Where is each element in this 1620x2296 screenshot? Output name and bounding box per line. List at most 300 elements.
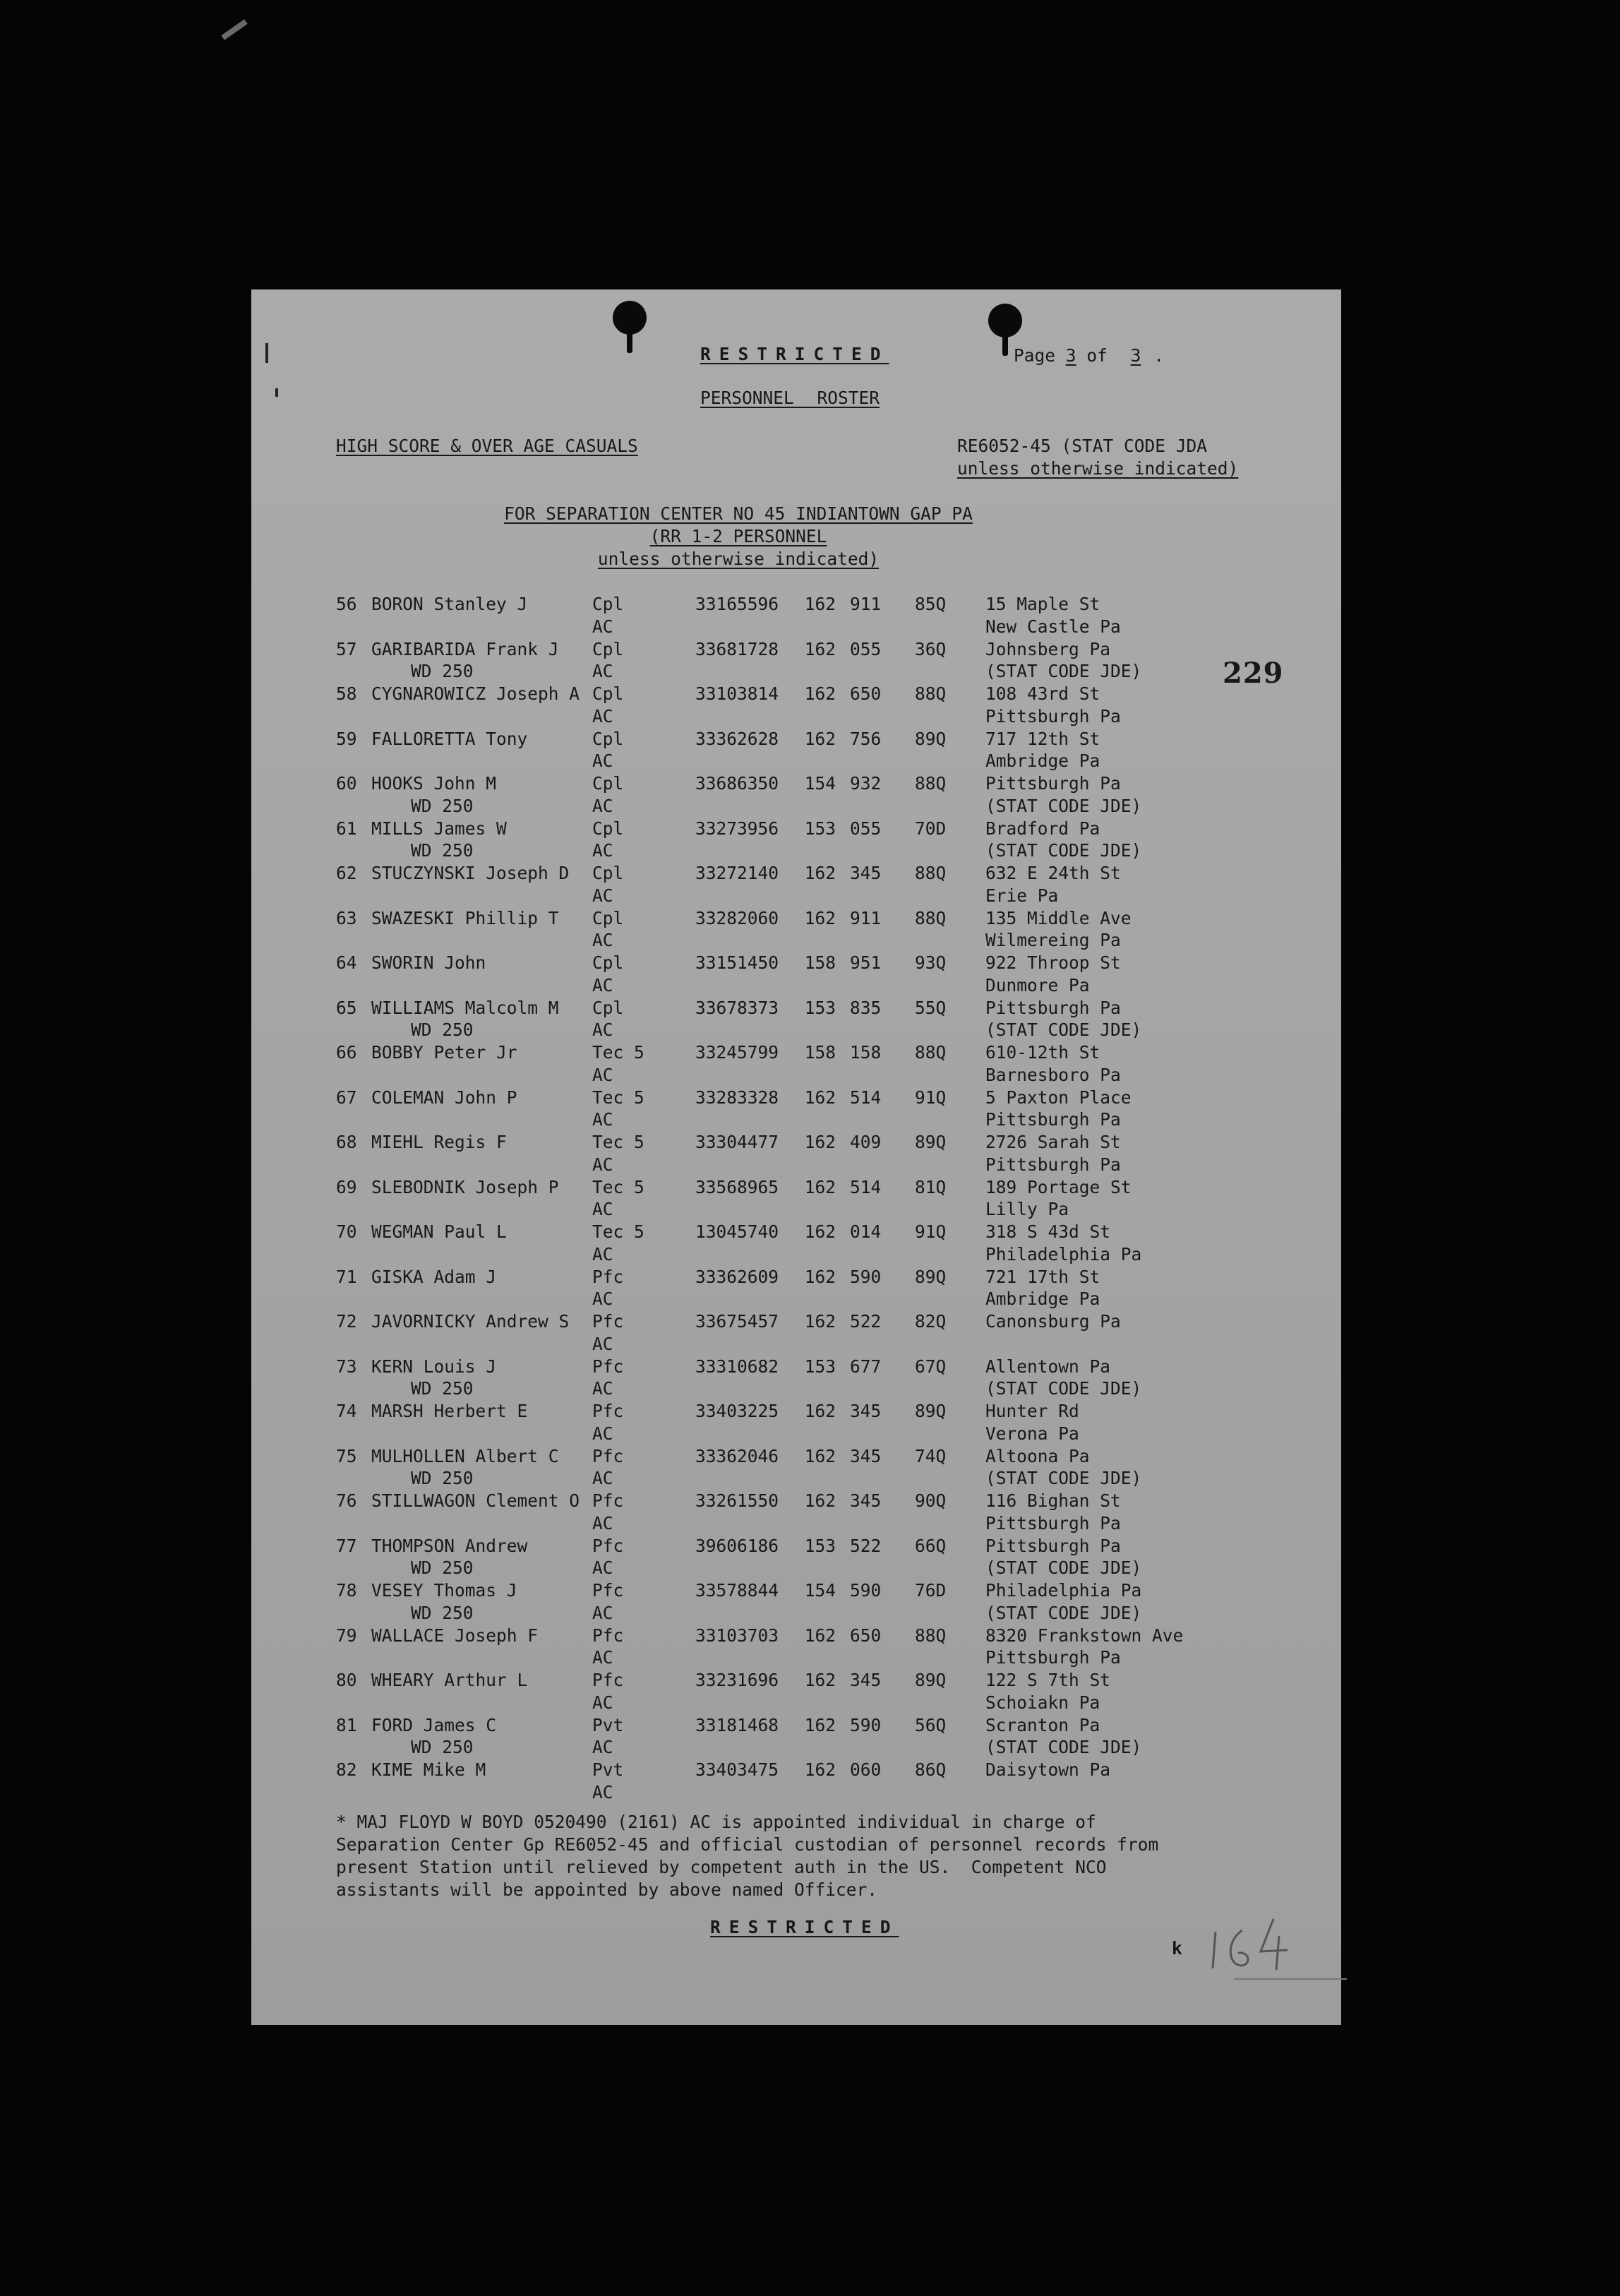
- rank: Cpl: [592, 818, 624, 839]
- code-a: 162: [804, 638, 836, 659]
- serial-number: 33678373: [695, 997, 779, 1018]
- code-b: 911: [850, 907, 882, 928]
- address-line-2: Ambridge Pa: [985, 751, 1100, 772]
- serial-number: 33403225: [695, 1401, 779, 1421]
- rank: Cpl: [592, 594, 624, 614]
- address-line-2: Philadelphia Pa: [985, 1243, 1142, 1264]
- address-line-2: (STAT CODE JDE): [985, 1020, 1142, 1041]
- code-a: 162: [804, 683, 836, 704]
- soldier-name: WHEARY Arthur L: [371, 1670, 528, 1690]
- row-number: 65: [336, 997, 357, 1018]
- code-a: 162: [804, 1132, 836, 1152]
- branch: AC: [592, 1781, 613, 1802]
- rank: Cpl: [592, 638, 624, 659]
- score-code: 88Q: [915, 1625, 947, 1646]
- soldier-name: HOOKS John M: [371, 773, 497, 794]
- address-line-1: 5 Paxton Place: [985, 1087, 1132, 1108]
- footnote-line: assistants will be appointed by above named Officer.: [336, 1879, 878, 1900]
- address-line-1: Pittsburgh Pa: [985, 997, 1121, 1018]
- address-line-1: Bradford Pa: [985, 818, 1100, 839]
- code-a: 162: [804, 1266, 836, 1287]
- score-code: 81Q: [915, 1176, 947, 1197]
- edge-mark: [275, 388, 278, 397]
- page-indicator: Page 3 of 3 .: [1014, 345, 1165, 366]
- code-b: 345: [850, 863, 882, 883]
- stat-code-note: unless otherwise indicated): [957, 458, 1239, 479]
- rr-personnel-line: (RR 1-2 PERSONNEL: [649, 526, 827, 546]
- soldier-name: SLEBODNIK Joseph P: [371, 1176, 559, 1197]
- page-of-label: of: [1086, 345, 1108, 366]
- row-number: 57: [336, 638, 357, 659]
- serial-number: 33362609: [695, 1266, 779, 1287]
- score-code: 93Q: [915, 952, 947, 973]
- score-code: 55Q: [915, 997, 947, 1018]
- address-line-1: Pittsburgh Pa: [985, 773, 1121, 794]
- row-number: 71: [336, 1266, 357, 1287]
- wd-note: WD 250: [411, 1378, 474, 1399]
- score-code: 76D: [915, 1580, 947, 1601]
- address-line-2: New Castle Pa: [985, 616, 1121, 637]
- code-a: 162: [804, 1401, 836, 1421]
- serial-number: 33362628: [695, 728, 779, 749]
- rr-personnel-note: unless otherwise indicated): [597, 549, 880, 569]
- score-code: 66Q: [915, 1535, 947, 1556]
- address-line-2: Pittsburgh Pa: [985, 1154, 1121, 1175]
- address-line-2: Wilmereing Pa: [985, 930, 1121, 951]
- footnote: [336, 1811, 1296, 1901]
- score-code: 89Q: [915, 1670, 947, 1690]
- code-a: 162: [804, 1445, 836, 1466]
- row-number: 72: [336, 1311, 357, 1332]
- branch: AC: [592, 1109, 613, 1130]
- soldier-name: MARSH Herbert E: [371, 1401, 528, 1421]
- address-line-1: 922 Throop St: [985, 952, 1121, 973]
- soldier-name: FALLORETTA Tony: [371, 728, 528, 749]
- row-number: 75: [336, 1445, 357, 1466]
- address-line-1: Allentown Pa: [985, 1356, 1111, 1377]
- score-code: 82Q: [915, 1311, 947, 1332]
- serial-number: 33675457: [695, 1311, 779, 1332]
- footer-mark: k: [1172, 1938, 1182, 1959]
- code-a: 162: [804, 728, 836, 749]
- score-code: 85Q: [915, 594, 947, 614]
- score-code: 86Q: [915, 1759, 947, 1780]
- soldier-name: FORD James C: [371, 1714, 497, 1735]
- punch-hole-right: [988, 304, 1022, 337]
- branch: AC: [592, 840, 613, 861]
- row-number: 66: [336, 1042, 357, 1063]
- code-b: 055: [850, 638, 882, 659]
- wd-note: WD 250: [411, 795, 474, 816]
- address-line-2: Verona Pa: [985, 1423, 1079, 1444]
- branch: AC: [592, 1602, 613, 1623]
- footnote-line: Separation Center Gp RE6052-45 and official custodian of personnel records from: [336, 1834, 1159, 1855]
- punch-hole-left: [613, 301, 647, 335]
- rank: Pfc: [592, 1580, 624, 1601]
- code-b: 590: [850, 1580, 882, 1601]
- serial-number: 33273956: [695, 818, 779, 839]
- code-a: 154: [804, 1580, 836, 1601]
- soldier-name: GISKA Adam J: [371, 1266, 497, 1287]
- soldier-name: VESEY Thomas J: [371, 1580, 517, 1601]
- rank: Cpl: [592, 997, 624, 1018]
- address-line-1: Johnsberg Pa: [985, 638, 1111, 659]
- separation-center-heading: FOR SEPARATION CENTER NO 45 INDIANTOWN GAP PA: [504, 503, 973, 524]
- code-a: 162: [804, 1670, 836, 1690]
- rank: Pfc: [592, 1490, 624, 1511]
- score-code: 74Q: [915, 1445, 947, 1466]
- branch: AC: [592, 795, 613, 816]
- row-number: 77: [336, 1535, 357, 1556]
- score-code: 36Q: [915, 638, 947, 659]
- serial-number: 39606186: [695, 1535, 779, 1556]
- document-page: [251, 289, 1341, 2025]
- code-a: 162: [804, 863, 836, 883]
- page-stamp-number: 229: [1223, 657, 1284, 690]
- address-line-1: Scranton Pa: [985, 1714, 1100, 1735]
- code-a: 153: [804, 997, 836, 1018]
- address-line-1: 116 Bighan St: [985, 1490, 1121, 1511]
- code-a: 162: [804, 1759, 836, 1780]
- rank: Tec 5: [592, 1176, 644, 1197]
- address-line-1: 15 Maple St: [985, 594, 1100, 614]
- row-number: 59: [336, 728, 357, 749]
- serial-number: 33282060: [695, 907, 779, 928]
- row-number: 74: [336, 1401, 357, 1421]
- address-line-1: 318 S 43d St: [985, 1221, 1111, 1242]
- wd-note: WD 250: [411, 1468, 474, 1489]
- rank: Pvt: [592, 1714, 624, 1735]
- address-line-1: Philadelphia Pa: [985, 1580, 1142, 1601]
- code-a: 158: [804, 1042, 836, 1063]
- address-line-2: (STAT CODE JDE): [985, 840, 1142, 861]
- row-number: 67: [336, 1087, 357, 1108]
- code-a: 162: [804, 1221, 836, 1242]
- address-line-1: 135 Middle Ave: [985, 907, 1132, 928]
- serial-number: 13045740: [695, 1221, 779, 1242]
- restricted-footer: RESTRICTED: [710, 1917, 899, 1937]
- address-line-1: Canonsburg Pa: [985, 1311, 1121, 1332]
- score-code: 89Q: [915, 1132, 947, 1152]
- row-number: 73: [336, 1356, 357, 1377]
- address-line-1: 721 17th St: [985, 1266, 1100, 1287]
- address-line-1: 632 E 24th St: [985, 863, 1121, 883]
- serial-number: 33578844: [695, 1580, 779, 1601]
- address-line-2: (STAT CODE JDE): [985, 1737, 1142, 1758]
- code-b: 345: [850, 1401, 882, 1421]
- rank: Pfc: [592, 1266, 624, 1287]
- serial-number: 33681728: [695, 638, 779, 659]
- code-b: 345: [850, 1490, 882, 1511]
- address-line-2: (STAT CODE JDE): [985, 1378, 1142, 1399]
- address-line-2: (STAT CODE JDE): [985, 795, 1142, 816]
- serial-number: 33686350: [695, 773, 779, 794]
- rank: Pfc: [592, 1401, 624, 1421]
- rank: Tec 5: [592, 1042, 644, 1063]
- page-number: 3: [1065, 345, 1076, 366]
- serial-number: 33362046: [695, 1445, 779, 1466]
- code-b: 514: [850, 1087, 882, 1108]
- stat-code-line: RE6052-45 (STAT CODE JDA: [957, 436, 1208, 456]
- rank: Cpl: [592, 952, 624, 973]
- score-code: 89Q: [915, 728, 947, 749]
- code-b: 522: [850, 1311, 882, 1332]
- row-number: 63: [336, 907, 357, 928]
- code-b: 345: [850, 1670, 882, 1690]
- high-score-title: HIGH SCORE & OVER AGE CASUALS: [336, 436, 638, 456]
- branch: AC: [592, 1512, 613, 1533]
- soldier-name: STUCZYNSKI Joseph D: [371, 863, 570, 883]
- branch: AC: [592, 1243, 613, 1264]
- row-number: 82: [336, 1759, 357, 1780]
- branch: AC: [592, 661, 613, 682]
- footnote-line: present Station until relieved by competent auth in the US. Competent NCO: [336, 1857, 1107, 1877]
- soldier-name: MILLS James W: [371, 818, 507, 839]
- code-b: 835: [850, 997, 882, 1018]
- score-code: 56Q: [915, 1714, 947, 1735]
- score-code: 88Q: [915, 1042, 947, 1063]
- code-b: 409: [850, 1132, 882, 1152]
- wd-note: WD 250: [411, 661, 474, 682]
- rank: Pfc: [592, 1311, 624, 1332]
- address-line-1: Hunter Rd: [985, 1401, 1079, 1421]
- row-number: 61: [336, 818, 357, 839]
- code-a: 153: [804, 818, 836, 839]
- soldier-name: BORON Stanley J: [371, 594, 528, 614]
- row-number: 80: [336, 1670, 357, 1690]
- wd-note: WD 250: [411, 1737, 474, 1758]
- serial-number: 33245799: [695, 1042, 779, 1063]
- code-b: 590: [850, 1714, 882, 1735]
- row-number: 62: [336, 863, 357, 883]
- score-code: 67Q: [915, 1356, 947, 1377]
- code-a: 153: [804, 1535, 836, 1556]
- address-line-2: Ambridge Pa: [985, 1288, 1100, 1310]
- personnel-roster-heading: PERSONNEL ROSTER: [700, 388, 880, 408]
- soldier-name: KIME Mike M: [371, 1759, 486, 1780]
- row-number: 78: [336, 1580, 357, 1601]
- branch: AC: [592, 1468, 613, 1489]
- address-line-2: Barnesboro Pa: [985, 1064, 1121, 1085]
- serial-number: 33310682: [695, 1356, 779, 1377]
- code-a: 153: [804, 1356, 836, 1377]
- address-line-1: 189 Portage St: [985, 1176, 1132, 1197]
- score-code: 89Q: [915, 1266, 947, 1287]
- branch: AC: [592, 1647, 613, 1668]
- branch: AC: [592, 751, 613, 772]
- pencil-line: [1234, 1978, 1347, 1980]
- rank: Pfc: [592, 1356, 624, 1377]
- branch: AC: [592, 1378, 613, 1399]
- row-number: 64: [336, 952, 357, 973]
- score-code: 88Q: [915, 863, 947, 883]
- rank: Tec 5: [592, 1087, 644, 1108]
- branch: AC: [592, 930, 613, 951]
- soldier-name: COLEMAN John P: [371, 1087, 517, 1108]
- rank: Pfc: [592, 1625, 624, 1646]
- soldier-name: MULHOLLEN Albert C: [371, 1445, 559, 1466]
- soldier-name: BOBBY Peter Jr: [371, 1042, 517, 1063]
- rank: Cpl: [592, 773, 624, 794]
- code-a: 162: [804, 907, 836, 928]
- wd-note: WD 250: [411, 840, 474, 861]
- code-b: 522: [850, 1535, 882, 1556]
- code-b: 060: [850, 1759, 882, 1780]
- wd-note: WD 250: [411, 1020, 474, 1041]
- serial-number: 33231696: [695, 1670, 779, 1690]
- wd-note: WD 250: [411, 1602, 474, 1623]
- page-total: 3: [1130, 345, 1141, 366]
- rank: Cpl: [592, 728, 624, 749]
- soldier-name: SWORIN John: [371, 952, 486, 973]
- address-line-2: Lilly Pa: [985, 1199, 1069, 1220]
- wd-note: WD 250: [411, 1557, 474, 1579]
- branch: AC: [592, 616, 613, 637]
- rank: Cpl: [592, 683, 624, 704]
- edge-mark: [265, 343, 268, 363]
- address-line-2: Dunmore Pa: [985, 974, 1090, 995]
- rank: Cpl: [592, 907, 624, 928]
- address-line-1: 8320 Frankstown Ave: [985, 1625, 1184, 1646]
- address-line-1: 717 12th St: [985, 728, 1100, 749]
- code-b: 055: [850, 818, 882, 839]
- address-line-2: (STAT CODE JDE): [985, 1557, 1142, 1579]
- branch: AC: [592, 705, 613, 727]
- serial-number: 33304477: [695, 1132, 779, 1152]
- rank: Pfc: [592, 1535, 624, 1556]
- row-number: 69: [336, 1176, 357, 1197]
- soldier-name: KERN Louis J: [371, 1356, 497, 1377]
- row-number: 76: [336, 1490, 357, 1511]
- address-line-2: Pittsburgh Pa: [985, 1512, 1121, 1533]
- rank: Pfc: [592, 1445, 624, 1466]
- address-line-1: 610-12th St: [985, 1042, 1100, 1063]
- page-label: Page: [1014, 345, 1056, 366]
- branch: AC: [592, 1692, 613, 1713]
- address-line-2: Erie Pa: [985, 885, 1059, 906]
- score-code: 70D: [915, 818, 947, 839]
- code-b: 590: [850, 1266, 882, 1287]
- branch: AC: [592, 1064, 613, 1085]
- code-b: 514: [850, 1176, 882, 1197]
- address-line-1: 122 S 7th St: [985, 1670, 1111, 1690]
- soldier-name: SWAZESKI Phillip T: [371, 907, 559, 928]
- rank: Pvt: [592, 1759, 624, 1780]
- code-a: 162: [804, 1625, 836, 1646]
- score-code: 91Q: [915, 1221, 947, 1242]
- code-b: 014: [850, 1221, 882, 1242]
- row-number: 60: [336, 773, 357, 794]
- code-a: 162: [804, 1176, 836, 1197]
- code-a: 154: [804, 773, 836, 794]
- soldier-name: THOMPSON Andrew: [371, 1535, 528, 1556]
- score-code: 88Q: [915, 773, 947, 794]
- row-number: 56: [336, 594, 357, 614]
- code-b: 677: [850, 1356, 882, 1377]
- rank: Tec 5: [592, 1132, 644, 1152]
- serial-number: 33403475: [695, 1759, 779, 1780]
- row-number: 70: [336, 1221, 357, 1242]
- handwritten-page-number: [1206, 1915, 1293, 1971]
- branch: AC: [592, 1154, 613, 1175]
- code-b: 650: [850, 1625, 882, 1646]
- score-code: 88Q: [915, 683, 947, 704]
- rank: Tec 5: [592, 1221, 644, 1242]
- serial-number: 33283328: [695, 1087, 779, 1108]
- address-line-2: (STAT CODE JDE): [985, 661, 1142, 682]
- row-number: 81: [336, 1714, 357, 1735]
- code-b: 650: [850, 683, 882, 704]
- footnote-line: * MAJ FLOYD W BOYD 0520490 (2161) AC is appointed individual in charge of: [336, 1812, 1096, 1832]
- film-corner-mark: [221, 19, 247, 40]
- serial-number: 33103814: [695, 683, 779, 704]
- rank: Pfc: [592, 1670, 624, 1690]
- code-a: 162: [804, 1311, 836, 1332]
- code-a: 162: [804, 594, 836, 614]
- branch: AC: [592, 1737, 613, 1758]
- code-b: 158: [850, 1042, 882, 1063]
- address-line-1: 108 43rd St: [985, 683, 1100, 704]
- address-line-2: Pittsburgh Pa: [985, 1109, 1121, 1130]
- restricted-heading: RESTRICTED: [700, 344, 889, 364]
- soldier-name: STILLWAGON Clement O: [371, 1490, 580, 1511]
- address-line-2: Pittsburgh Pa: [985, 705, 1121, 727]
- row-number: 79: [336, 1625, 357, 1646]
- address-line-1: Altoona Pa: [985, 1445, 1090, 1466]
- branch: AC: [592, 1020, 613, 1041]
- soldier-name: GARIBARIDA Frank J: [371, 638, 559, 659]
- address-line-2: (STAT CODE JDE): [985, 1602, 1142, 1623]
- serial-number: 33568965: [695, 1176, 779, 1197]
- score-code: 91Q: [915, 1087, 947, 1108]
- rank: Cpl: [592, 863, 624, 883]
- soldier-name: WILLIAMS Malcolm M: [371, 997, 559, 1018]
- row-number: 58: [336, 683, 357, 704]
- serial-number: 33272140: [695, 863, 779, 883]
- code-a: 162: [804, 1490, 836, 1511]
- address-line-2: (STAT CODE JDE): [985, 1468, 1142, 1489]
- address-line-1: 2726 Sarah St: [985, 1132, 1121, 1152]
- address-line-2: Schoiakn Pa: [985, 1692, 1100, 1713]
- code-b: 756: [850, 728, 882, 749]
- row-number: 68: [336, 1132, 357, 1152]
- score-code: 88Q: [915, 907, 947, 928]
- serial-number: 33181468: [695, 1714, 779, 1735]
- code-b: 345: [850, 1445, 882, 1466]
- code-a: 162: [804, 1714, 836, 1735]
- branch: AC: [592, 1288, 613, 1310]
- soldier-name: CYGNAROWICZ Joseph A: [371, 683, 580, 704]
- soldier-name: WEGMAN Paul L: [371, 1221, 507, 1242]
- address-line-1: Pittsburgh Pa: [985, 1535, 1121, 1556]
- soldier-name: WALLACE Joseph F: [371, 1625, 539, 1646]
- branch: AC: [592, 1199, 613, 1220]
- code-b: 932: [850, 773, 882, 794]
- serial-number: 33103703: [695, 1625, 779, 1646]
- code-a: 162: [804, 1087, 836, 1108]
- address-line-1: Daisytown Pa: [985, 1759, 1111, 1780]
- branch: AC: [592, 1557, 613, 1579]
- code-b: 951: [850, 952, 882, 973]
- branch: AC: [592, 974, 613, 995]
- score-code: 89Q: [915, 1401, 947, 1421]
- serial-number: 33165596: [695, 594, 779, 614]
- serial-number: 33151450: [695, 952, 779, 973]
- code-b: 911: [850, 594, 882, 614]
- serial-number: 33261550: [695, 1490, 779, 1511]
- soldier-name: MIEHL Regis F: [371, 1132, 507, 1152]
- branch: AC: [592, 1423, 613, 1444]
